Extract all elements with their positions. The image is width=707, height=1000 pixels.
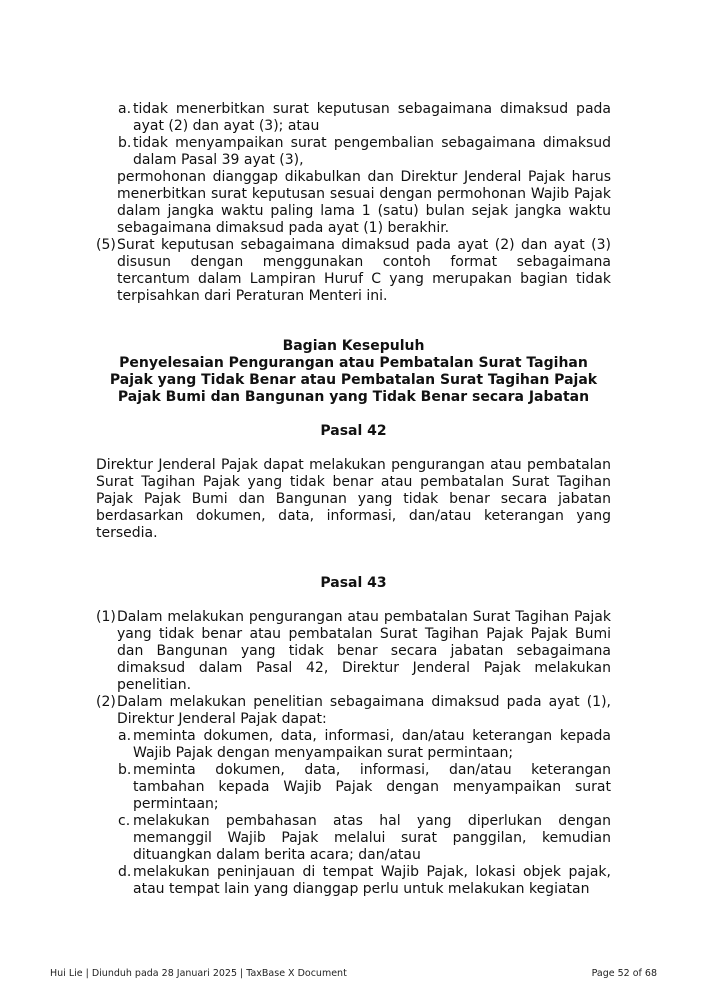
ayat-1 bbox=[96, 609, 611, 694]
section-title: Bagian Kesepuluh bbox=[282, 338, 425, 354]
footer bbox=[0, 968, 707, 1000]
ayat-marker: (2) bbox=[96, 694, 116, 710]
list-text: meminta dokumen, data, informasi, dan/atau keterangan tambahan kepada Wajib Pajak dengan menyampaikan surat permintaan; bbox=[133, 762, 611, 812]
section-subtitle: Pajak Bumi dan Bangunan yang Tidak Benar secara Jabatan bbox=[117, 389, 590, 405]
paragraph: permohonan dianggap dikabulkan dan Direktur Jenderal Pajak harus menerbitkan surat keputusan sesuai dengan permohonan Wajib Pajak dalam jangka waktu paling lama 1 (satu) bulan sejak jangka waktu sebagaimana dimaksud pada ayat (1) berakhir. bbox=[117, 169, 611, 236]
list-marker: d. bbox=[118, 864, 132, 880]
ayat-text: Surat keputusan sebagaimana dimaksud pada ayat (2) dan ayat (3) disusun dengan menggunakan contoh format sebagaimana tercantum dalam Lampiran Huruf C yang merupakan bagian tidak terpisahkan dari Peraturan Menteri ini. bbox=[117, 237, 611, 304]
list-text: tidak menyampaikan surat pengembalian sebagaimana dimaksud dalam Pasal 39 ayat (3), bbox=[133, 135, 611, 168]
spacer bbox=[0, 898, 707, 968]
list-marker: b. bbox=[118, 135, 132, 151]
list-item bbox=[118, 813, 611, 864]
pasal-43-title: Pasal 43 bbox=[320, 575, 387, 591]
list-item bbox=[118, 101, 611, 135]
ayat-marker: (1) bbox=[96, 609, 116, 625]
ayat-marker: (5) bbox=[96, 237, 116, 253]
list-marker: a. bbox=[118, 728, 132, 744]
list-item bbox=[118, 762, 611, 813]
list-item bbox=[118, 135, 611, 169]
list-marker: c. bbox=[118, 813, 131, 829]
list-text: tidak menerbitkan surat keputusan sebagaimana dimaksud pada ayat (2) dan ayat (3); atau bbox=[133, 101, 611, 134]
page-number: Page 52 of 68 bbox=[591, 968, 657, 979]
pasal-42-text: Direktur Jenderal Pajak dapat melakukan pengurangan atau pembatalan Surat Tagihan Pajak yang tidak benar atau pembatalan Surat Tagihan Pajak Pajak Bumi dan Bangunan yang tidak benar secara jabatan berdasarkan dokumen, data, informasi, dan/atau keterangan yang tersedia. bbox=[96, 457, 611, 541]
ayat-5 bbox=[96, 237, 611, 305]
section-subtitle: Pajak yang Tidak Benar atau Pembatalan Surat Tagihan Pajak bbox=[109, 372, 598, 388]
list-item bbox=[118, 728, 611, 762]
section-subtitle: Penyelesaian Pengurangan atau Pembatalan Surat Tagihan bbox=[119, 355, 588, 371]
list-text: melakukan peninjauan di tempat Wajib Pajak, lokasi objek pajak, atau tempat lain yang dianggap perlu untuk melakukan kegiatan bbox=[133, 864, 611, 897]
ayat-text: Dalam melakukan penelitian sebagaimana dimaksud pada ayat (1), Direktur Jenderal Pajak dapat: bbox=[117, 694, 611, 727]
list-marker: a. bbox=[118, 101, 132, 117]
pasal-42-title: Pasal 42 bbox=[320, 423, 387, 439]
list-text: melakukan pembahasan atas hal yang diperlukan dengan memanggil Wajib Pajak melalui surat panggilan, kemudian dituangkan dalam berita acara; dan/atau bbox=[133, 813, 611, 863]
list-text: meminta dokumen, data, informasi, dan/atau keterangan kepada Wajib Pajak dengan menyampaikan surat permintaan; bbox=[133, 728, 611, 761]
list-item bbox=[118, 864, 611, 898]
footer-left: Hui Lie | Diunduh pada 28 Januari 2025 | TaxBase X Document bbox=[50, 968, 347, 979]
ayat-2 bbox=[96, 694, 611, 728]
list-marker: b. bbox=[118, 762, 132, 778]
ayat-text: Dalam melakukan pengurangan atau pembatalan Surat Tagihan Pajak yang tidak benar atau pembatalan Surat Tagihan Pajak Pajak Bumi dan Bangunan yang tidak benar secara jabatan sebagaimana dimaksud dalam Pasal 42, Direktur Jenderal Pajak melakukan penelitian. bbox=[117, 609, 611, 693]
